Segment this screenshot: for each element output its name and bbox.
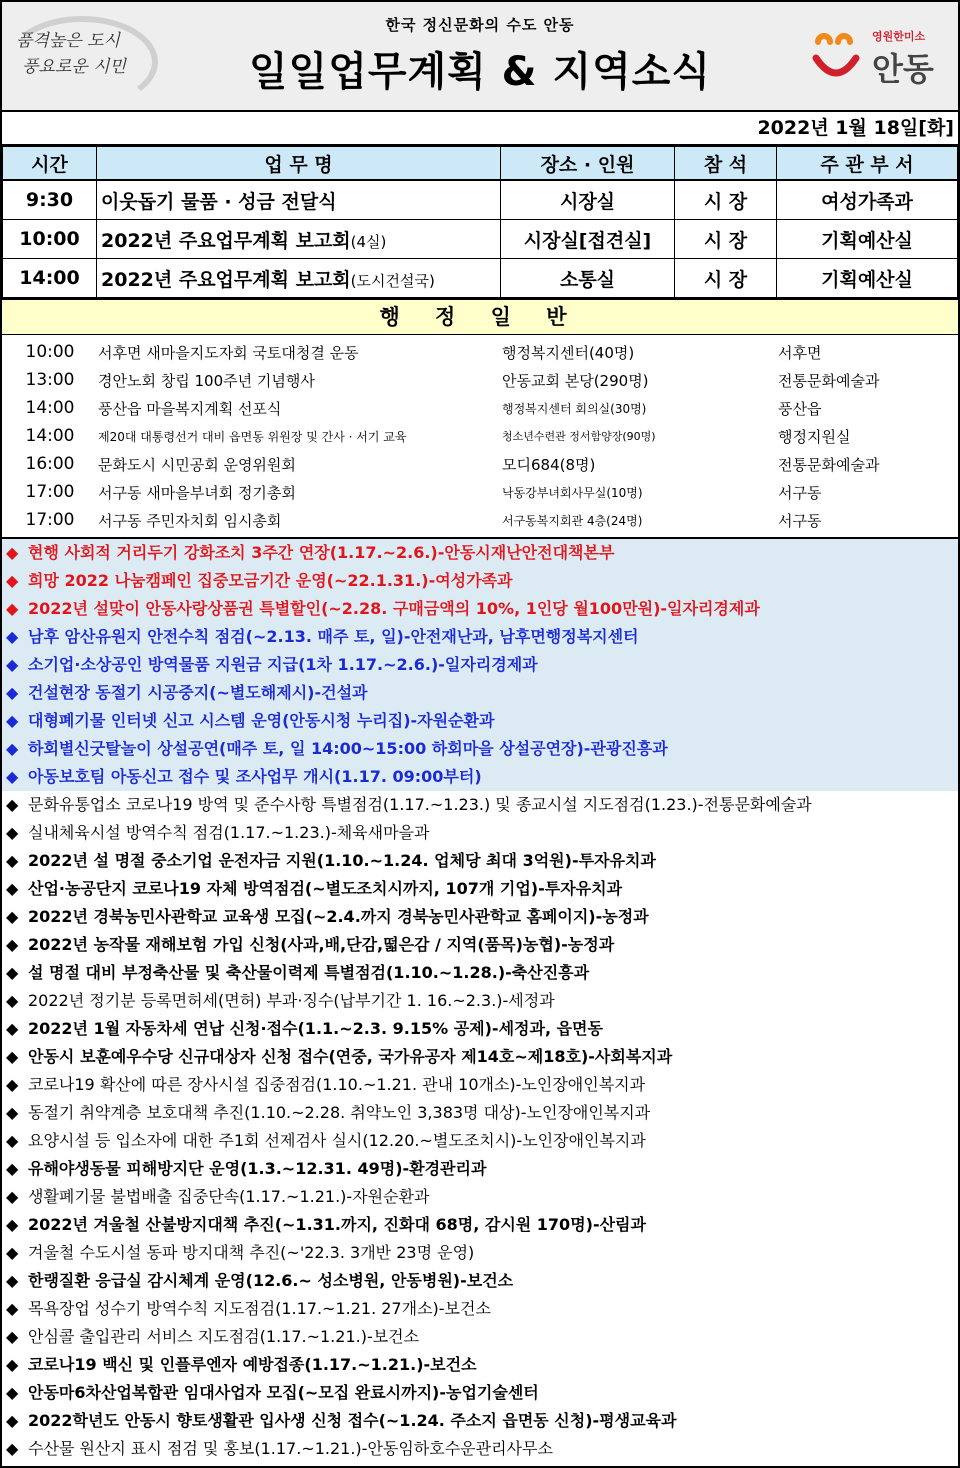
admin-row bbox=[2, 338, 958, 366]
schedule-row bbox=[3, 259, 958, 298]
schedule-dept: 여성가족과 bbox=[777, 180, 958, 220]
notice-item bbox=[2, 1155, 958, 1183]
notice-text: 설 명절 대비 부정축산물 및 축산물이력제 특별점검(1.10.~1.28.)-축산진흥과 bbox=[28, 963, 590, 982]
highlight-notice-item bbox=[2, 539, 958, 567]
admin-time: 13:00 bbox=[25, 370, 75, 390]
admin-name: 제20대 대통령선거 대비 읍면동 위원장 및 간사 · 서기 교육 bbox=[98, 429, 407, 444]
admin-row bbox=[2, 506, 958, 534]
admin-row bbox=[2, 366, 958, 394]
notice-text: 2022년 설 명절 중소기업 운전자금 지원(1.10.~1.24. 업체당 최대 3억원)-투자유치과 bbox=[28, 851, 656, 870]
notice-item bbox=[2, 791, 958, 819]
logo-name: 안동 bbox=[872, 50, 934, 88]
notice-item bbox=[2, 1379, 958, 1407]
notice-text: 아동보호팀 아동신고 접수 및 조사업무 개시(1.17. 09:00부터) bbox=[28, 767, 482, 786]
admin-place: 서구동복지회관 4층(24명) bbox=[502, 513, 643, 528]
notice-item bbox=[2, 903, 958, 931]
schedule-place: 시장실 bbox=[501, 180, 675, 220]
admin-place: 낙동강부녀회사무실(10명) bbox=[502, 485, 643, 500]
header-subtitle: 한국 정신문화의 수도 안동 bbox=[385, 16, 575, 34]
notice-text: 2022년 정기분 등록면허세(면허) 부과·징수(납부기간 1. 16.~2.3.)-세정과 bbox=[28, 991, 555, 1010]
admin-name: 풍산읍 마을복지계획 선포식 bbox=[98, 399, 282, 418]
notice-text: 요양시설 등 입소자에 대한 주1회 선제검사 실시(12.20.~별도조치시)-노인장애인복지과 bbox=[28, 1131, 646, 1150]
admin-time: 14:00 bbox=[25, 398, 75, 418]
schedule-header-row bbox=[3, 147, 958, 181]
diamond-bullet-icon: ◆ bbox=[6, 1187, 19, 1206]
col-header-dept: 주 관 부 서 bbox=[777, 147, 958, 181]
diamond-bullet-icon: ◆ bbox=[6, 655, 19, 674]
diamond-bullet-icon: ◆ bbox=[6, 571, 19, 590]
admin-time: 17:00 bbox=[25, 510, 75, 530]
admin-place: 모디684(8명) bbox=[502, 455, 596, 474]
admin-dept: 전통문화예술과 bbox=[778, 371, 880, 390]
diamond-bullet-icon: ◆ bbox=[6, 1355, 19, 1374]
diamond-bullet-icon: ◆ bbox=[6, 1075, 19, 1094]
admin-dept: 서후면 bbox=[778, 343, 822, 362]
andong-logo bbox=[812, 26, 936, 90]
diamond-bullet-icon: ◆ bbox=[6, 543, 19, 562]
highlight-notice-item bbox=[2, 567, 958, 595]
schedule-name bbox=[97, 180, 501, 220]
schedule-attend: 시 장 bbox=[675, 220, 777, 259]
admin-row bbox=[2, 422, 958, 450]
diamond-bullet-icon: ◆ bbox=[6, 1271, 19, 1290]
notice-text: 코로나19 백신 및 인플루엔자 예방접종(1.17.~1.21.)-보건소 bbox=[28, 1355, 477, 1374]
highlight-notices bbox=[2, 539, 958, 791]
diamond-bullet-icon: ◆ bbox=[6, 599, 19, 618]
admin-name: 서후면 새마을지도자회 국토대청결 운동 bbox=[98, 343, 359, 362]
notice-text: 겨울철 수도시설 동파 방지대책 추진(~'22.3. 3개반 23명 운영) bbox=[28, 1243, 475, 1262]
schedule-place: 소통실 bbox=[501, 259, 675, 298]
notice-item bbox=[2, 1435, 958, 1463]
highlight-notice-item bbox=[2, 623, 958, 651]
admin-row bbox=[2, 394, 958, 422]
notice-item bbox=[2, 1323, 958, 1351]
notice-text: 안동시 보훈예우수당 신규대상자 신청 접수(연중, 국가유공자 제14호~제18호)-사회복지과 bbox=[28, 1047, 673, 1066]
notice-text: 2022학년도 안동시 향토생활관 입사생 신청 접수(~1.24. 주소지 읍면동 신청)-평생교육과 bbox=[28, 1411, 677, 1430]
notice-text: 목욕장업 성수기 방역수칙 지도점검(1.17.~1.21. 27개소)-보건소 bbox=[28, 1299, 491, 1318]
notice-item bbox=[2, 847, 958, 875]
notice-item bbox=[2, 987, 958, 1015]
admin-name: 서구동 주민자치회 임시총회 bbox=[98, 511, 282, 530]
admin-time: 10:00 bbox=[25, 342, 75, 362]
notice-item bbox=[2, 819, 958, 847]
notice-text: 한랭질환 응급실 감시체계 운영(12.6.~ 성소병원, 안동병원)-보건소 bbox=[28, 1271, 514, 1290]
notice-text: 2022년 겨울철 산불방지대책 추진(~1.31.까지, 진화대 68명, 감시원 170명)-산림과 bbox=[28, 1215, 646, 1234]
notice-text: 희망 2022 나눔캠페인 집중모금기간 운영(~22.1.31.)-여성가족과 bbox=[28, 571, 513, 590]
notice-text: 현행 사회적 거리두기 강화조치 3주간 연장(1.17.~2.6.)-안동시재난안전대책본부 bbox=[28, 543, 615, 562]
notice-text: 생활폐기물 불법배출 집중단속(1.17.~1.21.)-자원순환과 bbox=[28, 1187, 430, 1206]
schedule-time: 9:30 bbox=[3, 180, 97, 220]
notice-text: 2022년 농작물 재해보험 가입 신청(사과,배,단감,떫은감 / 지역(품목)농협)-농정과 bbox=[28, 935, 615, 954]
admin-place: 청소년수련관 정서함양장(90명) bbox=[502, 430, 656, 443]
notice-item bbox=[2, 1127, 958, 1155]
admin-dept: 풍산읍 bbox=[778, 399, 822, 418]
admin-dept: 전통문화예술과 bbox=[778, 455, 880, 474]
notice-text: 수산물 원산지 표시 점검 및 홍보(1.17.~1.21.)-안동임하호수운관리사무소 bbox=[28, 1439, 553, 1458]
notice-item bbox=[2, 875, 958, 903]
diamond-bullet-icon: ◆ bbox=[6, 683, 19, 702]
document-date: 2022년 1월 18일[화] bbox=[2, 112, 958, 146]
page-title: 일일업무계획 & 지역소식 bbox=[248, 49, 712, 95]
highlight-notice-item bbox=[2, 679, 958, 707]
diamond-bullet-icon: ◆ bbox=[6, 627, 19, 646]
slogan-line-2: 풍요로운 시민 bbox=[22, 57, 126, 77]
diamond-bullet-icon: ◆ bbox=[6, 1327, 19, 1346]
admin-dept: 서구동 bbox=[778, 511, 822, 530]
highlight-notice-item bbox=[2, 651, 958, 679]
diamond-bullet-icon: ◆ bbox=[6, 1103, 19, 1122]
col-header-place: 장소 · 인원 bbox=[501, 147, 675, 181]
diamond-bullet-icon: ◆ bbox=[6, 879, 19, 898]
diamond-bullet-icon: ◆ bbox=[6, 1131, 19, 1150]
diamond-bullet-icon: ◆ bbox=[6, 851, 19, 870]
notice-text: 2022년 설맞이 안동사랑상품권 특별할인(~2.28. 구매금액의 10%, 1인당 월100만원)-일자리경제과 bbox=[28, 599, 760, 618]
diamond-bullet-icon: ◆ bbox=[6, 935, 19, 954]
andong-smile-icon bbox=[812, 32, 860, 84]
notice-text: 건설현장 동절기 시공중지(~별도해제시)-건설과 bbox=[28, 683, 368, 702]
admin-row bbox=[2, 450, 958, 478]
diamond-bullet-icon: ◆ bbox=[6, 1215, 19, 1234]
notice-item bbox=[2, 1211, 958, 1239]
schedule-row bbox=[3, 220, 958, 259]
schedule-time: 14:00 bbox=[3, 259, 97, 298]
notice-text: 소기업·소상공인 방역물품 지원금 지급(1차 1.17.~2.6.)-일자리경제과 bbox=[28, 655, 538, 674]
schedule-place: 시장실[접견실] bbox=[501, 220, 675, 259]
notice-item bbox=[2, 1239, 958, 1267]
notice-item bbox=[2, 1295, 958, 1323]
admin-name: 서구동 새마을부녀회 정기총회 bbox=[98, 483, 296, 502]
highlight-notice-item bbox=[2, 763, 958, 791]
notice-item bbox=[2, 1183, 958, 1211]
diamond-bullet-icon: ◆ bbox=[6, 991, 19, 1010]
admin-row bbox=[2, 478, 958, 506]
schedule-attend: 시 장 bbox=[675, 259, 777, 298]
notice-text: 안심콜 출입관리 서비스 지도점검(1.17.~1.21.)-보건소 bbox=[28, 1327, 420, 1346]
notice-item bbox=[2, 1043, 958, 1071]
schedule-time: 10:00 bbox=[3, 220, 97, 259]
diamond-bullet-icon: ◆ bbox=[6, 795, 19, 814]
notice-item bbox=[2, 931, 958, 959]
notice-item bbox=[2, 959, 958, 987]
schedule-name-note: (4실) bbox=[350, 232, 387, 251]
notice-text: 대형폐기물 인터넷 신고 시스템 운영(안동시청 누리집)-자원순환과 bbox=[28, 711, 495, 730]
logo-slogan: 영원한미소 bbox=[872, 30, 926, 43]
diamond-bullet-icon: ◆ bbox=[6, 1047, 19, 1066]
col-header-attend: 참 석 bbox=[675, 147, 777, 181]
notice-text: 2022년 경북농민사관학교 교육생 모집(~2.4.까지 경북농민사관학교 홈페이지)-농정과 bbox=[28, 907, 649, 926]
notice-item bbox=[2, 1351, 958, 1379]
admin-schedule-list bbox=[2, 335, 958, 539]
highlight-notice-item bbox=[2, 707, 958, 735]
notice-item bbox=[2, 1407, 958, 1435]
diamond-bullet-icon: ◆ bbox=[6, 1411, 19, 1430]
diamond-bullet-icon: ◆ bbox=[6, 823, 19, 842]
admin-section-title: 행 정 일 반 bbox=[2, 298, 958, 335]
diamond-bullet-icon: ◆ bbox=[6, 907, 19, 926]
admin-time: 16:00 bbox=[25, 454, 75, 474]
admin-dept: 행정지원실 bbox=[778, 427, 851, 446]
diamond-bullet-icon: ◆ bbox=[6, 1019, 19, 1038]
notice-item bbox=[2, 1071, 958, 1099]
diamond-bullet-icon: ◆ bbox=[6, 767, 19, 786]
notice-item bbox=[2, 1267, 958, 1295]
diamond-bullet-icon: ◆ bbox=[6, 1243, 19, 1262]
notice-text: 실내체육시설 방역수칙 점검(1.17.~1.23.)-체육새마을과 bbox=[28, 823, 430, 842]
notice-text: 2022년 1월 자동차세 연납 신청·접수(1.1.~2.3. 9.15% 공제)-세정과, 읍면동 bbox=[28, 1019, 603, 1038]
slogan-line-1: 품격높은 도시 bbox=[16, 31, 120, 51]
diamond-bullet-icon: ◆ bbox=[6, 739, 19, 758]
admin-place: 행정복지센터 회의실(30명) bbox=[502, 401, 647, 416]
schedule-attend: 시 장 bbox=[675, 180, 777, 220]
admin-name: 문화도시 시민공회 운영위원회 bbox=[98, 455, 296, 474]
highlight-notice-item bbox=[2, 595, 958, 623]
admin-time: 14:00 bbox=[25, 426, 75, 446]
diamond-bullet-icon: ◆ bbox=[6, 1299, 19, 1318]
schedule-row bbox=[3, 180, 958, 220]
notice-text: 하회별신굿탈놀이 상설공연(매주 토, 일 14:00~15:00 하회마을 상설공연장)-관광진흥과 bbox=[28, 739, 668, 758]
schedule-name-text: 2022년 주요업무계획 보고회 bbox=[101, 268, 351, 291]
diamond-bullet-icon: ◆ bbox=[6, 1159, 19, 1178]
notice-text: 문화유통업소 코로나19 방역 및 준수사항 특별점검(1.17.~1.23.) 및 종교시설 지도점검(1.23.)-전통문화예술과 bbox=[28, 795, 812, 814]
schedule-dept: 기획예산실 bbox=[777, 220, 958, 259]
schedule-table bbox=[2, 146, 958, 298]
notice-item bbox=[2, 1099, 958, 1127]
notice-text: 동절기 취약계층 보호대책 추진(1.10.~2.28. 취약노인 3,383명 대상)-노인장애인복지과 bbox=[28, 1103, 651, 1122]
schedule-name bbox=[97, 259, 501, 298]
header bbox=[2, 2, 958, 112]
admin-dept: 서구동 bbox=[778, 483, 822, 502]
notice-text: 안동마6차산업복합관 임대사업자 모집(~모집 완료시까지)-농업기술센터 bbox=[28, 1383, 539, 1402]
highlight-notice-item bbox=[2, 735, 958, 763]
diamond-bullet-icon: ◆ bbox=[6, 1383, 19, 1402]
general-notices bbox=[2, 791, 958, 1463]
notice-text: 유해야생동물 피해방지단 운영(1.3.~12.31. 49명)-환경관리과 bbox=[28, 1159, 487, 1178]
admin-place: 행정복지센터(40명) bbox=[502, 343, 635, 362]
schedule-name-text: 2022년 주요업무계획 보고회 bbox=[101, 229, 351, 252]
admin-place: 안동교회 본당(290명) bbox=[502, 371, 649, 390]
admin-time: 17:00 bbox=[25, 482, 75, 502]
col-header-time: 시간 bbox=[3, 147, 97, 181]
notice-text: 코로나19 확산에 따른 장사시설 집중점검(1.10.~1.21. 관내 10개소)-노인장애인복지과 bbox=[28, 1075, 646, 1094]
notice-text: 남후 암산유원지 안전수칙 점검(~2.13. 매주 토, 일)-안전재난과, 남후면행정복지센터 bbox=[28, 627, 639, 646]
diamond-bullet-icon: ◆ bbox=[6, 1439, 19, 1458]
schedule-name-text: 이웃돕기 물품 · 성금 전달식 bbox=[101, 190, 337, 213]
schedule-name bbox=[97, 220, 501, 259]
col-header-name: 업 무 명 bbox=[97, 147, 501, 181]
admin-name: 경안노회 창립 100주년 기념행사 bbox=[98, 371, 315, 390]
notice-item bbox=[2, 1015, 958, 1043]
notice-text: 산업·농공단지 코로나19 자체 방역점검(~별도조치시까지, 107개 기업)-투자유치과 bbox=[28, 879, 623, 898]
schedule-dept: 기획예산실 bbox=[777, 259, 958, 298]
schedule-name-note: (도시건설국) bbox=[350, 271, 435, 290]
diamond-bullet-icon: ◆ bbox=[6, 963, 19, 982]
diamond-bullet-icon: ◆ bbox=[6, 711, 19, 730]
